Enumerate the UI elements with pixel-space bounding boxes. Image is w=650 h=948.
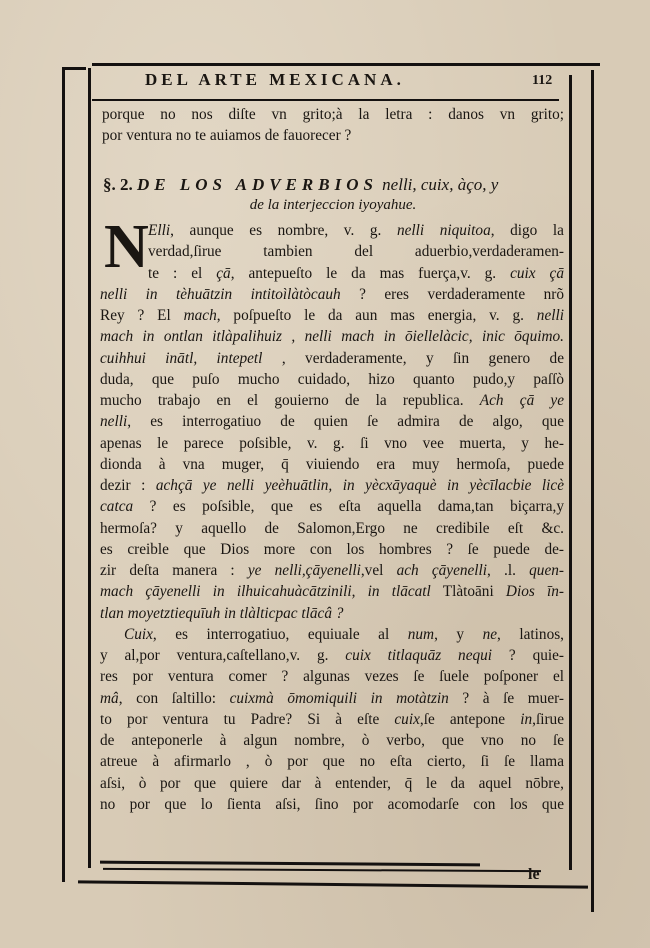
text-line <box>100 369 564 390</box>
text-line <box>100 645 564 666</box>
text-line <box>100 603 564 624</box>
text-run: te : el <box>148 264 217 282</box>
italic-nahuatl-text: Dios īn- <box>505 583 564 601</box>
italic-nahuatl-text: ach çāyenelli <box>396 562 488 579</box>
text-line <box>100 751 564 772</box>
text-line <box>100 390 564 411</box>
italic-nahuatl-text: cuix çā <box>510 264 564 282</box>
text-run: verdad,ſirue tambien del aduerbio,verdaderamen- <box>148 243 564 261</box>
text-run: , con ſaltillo: <box>118 689 230 707</box>
text-run: , es interrogatiuo de quien ſe admira de algo, que <box>127 413 564 431</box>
intro-text <box>102 104 564 146</box>
page-number: 112 <box>532 73 553 88</box>
text-run: ? à ſe muer- <box>448 689 564 707</box>
text-run: ? es poſsible, que es eſta aquella dama,tan biçarra,y <box>133 498 564 516</box>
text-line <box>100 709 564 730</box>
text-run: duda, que puſo mucho cuidado, hizo quanto pudo,y paſſò <box>100 370 564 388</box>
frame-rule-inner-right <box>569 75 572 870</box>
section-mark: §. 2. <box>103 175 133 194</box>
frame-rule-inner-left <box>88 68 91 868</box>
running-head: DEL ARTE MEXICANA. <box>145 70 405 89</box>
text-line <box>100 475 564 496</box>
paragraph-2 <box>100 624 564 815</box>
text-line <box>100 411 564 432</box>
italic-nahuatl-text: catca <box>100 498 134 516</box>
text-line <box>100 454 564 475</box>
text-run: , antepueſto le da mas fuerça,v. g. <box>230 264 511 282</box>
text-run: ? eres verdaderamente nrõ <box>340 285 564 303</box>
italic-nahuatl-text: Cuix <box>124 625 153 643</box>
italic-nahuatl-text: mach in ontlan itlàpalihuiz , nelli mach in ōiellelàcic, inic ōquimo. <box>100 328 564 346</box>
italic-nahuatl-text: çā <box>216 264 231 282</box>
italic-nahuatl-text: Elli <box>148 222 171 239</box>
drop-cap: N <box>104 213 149 281</box>
text-run: de anteponerle à algun nombre, ò verbo, que vno no ſe <box>100 732 564 749</box>
text-run: apenas le parece poſsible, v. g. ſi vno vee muerta, y he- <box>100 434 564 452</box>
text-run: aſsi, ò por que quiere dar à entender, q̄ le da aquel nōbre, <box>100 774 564 792</box>
text-line <box>100 560 564 581</box>
section-title-rest: nelli, cuix, àço, y <box>382 175 499 194</box>
text-run: hermoſa? y aquello de Salomon,Ergo ne credibile eſt &c. <box>100 519 564 537</box>
italic-nahuatl-text: cuix titlaquāz nequi <box>345 647 493 664</box>
italic-nahuatl-text: nelli in tèhuātzin intitoìlàtòcauh <box>100 285 341 303</box>
paragraph-1 <box>100 220 564 624</box>
frame-rule-outer-left <box>62 70 65 882</box>
text-run: , aunque es nombre, v. g. <box>170 222 397 239</box>
catchword: le <box>528 866 540 883</box>
text-line <box>100 305 564 326</box>
text-line <box>100 581 564 602</box>
text-line <box>100 624 564 645</box>
italic-nahuatl-text: ne <box>482 625 498 643</box>
text-line <box>100 773 564 794</box>
text-run: ? quie- <box>492 647 564 664</box>
text-line <box>100 730 564 751</box>
text-run: ,ſe antepone <box>419 710 521 728</box>
text-run: atreue à afirmarlo , ò por que no eſta cierto, ſi ſe llama <box>100 753 564 771</box>
header-rule <box>92 99 559 101</box>
text-run: , digo la <box>490 222 564 239</box>
text-run: ,ſirue <box>532 710 564 728</box>
text-run: dionda à vna muger, q̄ viuiendo era muy hermoſa, puede <box>100 455 564 473</box>
section-subtitle: de la interjeccion iyoyahue. <box>249 197 417 213</box>
text-line: por ventura no te auiamos de fauorecer ? <box>102 127 352 145</box>
text-run: res por ventura comer ? algunas vezes ſe ſuele poſponer el <box>100 668 564 686</box>
text-line <box>100 539 564 560</box>
text-run: , latinos, <box>497 625 564 643</box>
text-run: , verdaderamente, y ſin genero de <box>262 349 564 367</box>
italic-nahuatl-text: cuix <box>394 710 420 728</box>
text-run: ,vel <box>360 562 397 579</box>
italic-nahuatl-text: in <box>520 710 533 728</box>
text-run: zir deſta manera : <box>100 562 248 579</box>
italic-nahuatl-text: nelli <box>536 307 564 324</box>
italic-nahuatl-text: quen- <box>529 562 564 579</box>
text-line <box>100 433 564 454</box>
text-run: , y <box>434 625 483 643</box>
section-title-caps: DE LOS ADVERBIOS <box>137 175 378 194</box>
frame-rule-outer-top <box>62 67 86 70</box>
text-line <box>100 666 564 687</box>
body-text <box>100 220 564 815</box>
italic-nahuatl-text: ye nelli,çāyenelli <box>247 562 361 579</box>
italic-nahuatl-text: achçā ye nelli yeèhuātlin, in yècxāyaquè in yècīlacbie licè <box>155 477 564 494</box>
italic-nahuatl-text: mach <box>183 307 217 324</box>
text-line <box>100 263 564 284</box>
text-run: , poſpueſto le da aun mas energia, v. g. <box>216 307 537 324</box>
italic-nahuatl-text: nelli niquitoa <box>396 222 491 239</box>
text-line <box>100 220 564 241</box>
italic-nahuatl-text: tlan moyetztiequīuh in tlàlticpac tlācâ ? <box>100 604 344 622</box>
italic-nahuatl-text: cuixmà ōmomiquili in motàtzin <box>229 689 449 707</box>
text-run: , es interrogatiuo, equiuale al <box>152 625 408 643</box>
text-run: dezir : <box>100 477 156 494</box>
text-run: mucho trabajo en el gouierno de la republica. <box>100 392 480 409</box>
text-run: to por ventura tu Padre? Si à eſte <box>100 710 395 728</box>
text-run: Tlàtoāni <box>430 583 506 601</box>
text-line <box>100 688 564 709</box>
text-line <box>100 326 564 347</box>
text-line <box>100 241 564 262</box>
text-run: es creible que Dios more con los hombres ? ſe puede de- <box>100 540 564 558</box>
text-run: no por que lo ſienta aſsi, ſino por acomodarſe con los que <box>100 795 564 813</box>
text-run: , .l. <box>487 562 530 579</box>
text-line <box>100 496 564 517</box>
frame-rule-top <box>92 63 600 66</box>
section-heading <box>103 175 565 195</box>
italic-nahuatl-text: mach çāyenelli in ilhuicahuàcātzinili, in tlācatl <box>100 583 431 601</box>
italic-nahuatl-text: num <box>407 625 435 643</box>
text-line: porque no nos diſte vn grito;à la letra : danos vn grito; <box>102 106 564 123</box>
text-run: y al,por ventura,caſtellano,v. g. <box>100 647 346 664</box>
text-line <box>100 284 564 305</box>
frame-rule-outer-right <box>591 70 594 912</box>
italic-nahuatl-text: nelli <box>100 413 128 431</box>
text-line <box>100 794 564 815</box>
text-line <box>100 348 564 369</box>
text-line <box>100 518 564 539</box>
text-run: Rey ? El <box>100 307 184 324</box>
italic-nahuatl-text: mâ <box>100 689 119 707</box>
italic-nahuatl-text: Ach çā ye <box>479 392 564 409</box>
italic-nahuatl-text: cuihhui inātl, intepetl <box>100 349 263 367</box>
